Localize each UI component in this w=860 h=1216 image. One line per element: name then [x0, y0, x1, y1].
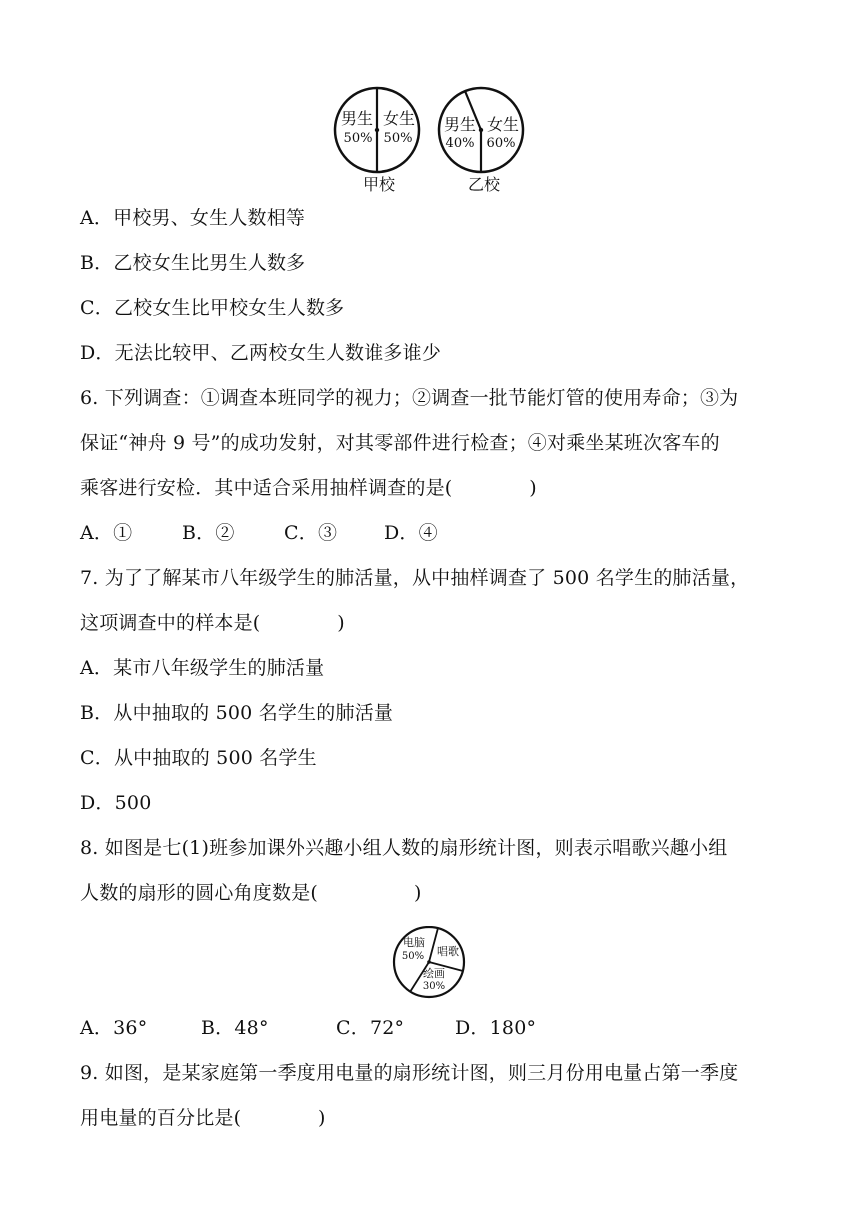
q5-option-c: C．乙校女生比甲校女生人数多	[80, 297, 345, 319]
q6-stem-line-1: 6. 下列调查：①调查本班同学的视力；②调查一批节能灯管的使用寿命；③为	[80, 387, 739, 409]
q5-option-d: D．无法比较甲、乙两校女生人数谁多谁少	[80, 342, 442, 364]
school-b-pie-center	[479, 128, 483, 132]
interest-group-pie	[388, 926, 472, 1002]
painting-pct: 30%	[422, 981, 446, 992]
school-b-pie	[439, 88, 523, 194]
school-a-left-pct: 50%	[343, 131, 373, 146]
q5-option-b: B．乙校女生比男生人数多	[80, 252, 306, 274]
q6-stem-line-3: 乘客进行安检．其中适合采用抽样调查的是( )	[80, 477, 537, 499]
q8-stem-line-2: 人数的扇形的圆心角度数是( )	[80, 882, 422, 904]
school-b-left-pct: 40%	[445, 136, 475, 151]
q6-stem-line-2: 保证“神舟 9 号”的成功发射，对其零部件进行检查；④对乘坐某班次客车的	[80, 432, 720, 454]
school-a-right-label: 女生	[382, 109, 416, 128]
q7-option-c: C．从中抽取的 500 名学生	[80, 747, 317, 769]
q6-option-d: D．④	[384, 522, 438, 544]
school-b-caption: 乙校	[467, 175, 501, 194]
school-a-left-label: 男生	[340, 109, 374, 128]
school-pie-figure	[320, 80, 540, 198]
painting-label: 绘画	[423, 967, 445, 980]
q7-stem-line-1: 7. 为了了解某市八年级学生的肺活量，从中抽样调查了 500 名学生的肺活量，	[80, 567, 750, 589]
q5-option-a: A．甲校男、女生人数相等	[80, 207, 306, 229]
q7-option-b: B．从中抽取的 500 名学生的肺活量	[80, 702, 394, 724]
q6-option-b: B．②	[182, 522, 235, 544]
q9-stem-line-2: 用电量的百分比是( )	[80, 1107, 326, 1129]
q6-option-a: A．①	[80, 522, 133, 544]
q7-option-d: D．500	[80, 792, 152, 814]
q8-option-d: D．180°	[455, 1017, 537, 1039]
school-b-right-pct: 60%	[486, 136, 516, 151]
school-a-pie	[335, 88, 419, 194]
school-b-left-label: 男生	[443, 115, 477, 134]
q8-option-c: C．72°	[336, 1017, 405, 1039]
q9-stem-line-1: 9. 如图，是某家庭第一季度用电量的扇形统计图，则三月份用电量占第一季度	[80, 1062, 739, 1084]
singing-label: 唱歌	[437, 945, 459, 958]
interest-pie-center	[427, 960, 431, 964]
q6-option-c: C．③	[284, 522, 338, 544]
computer-label: 电脑	[403, 936, 425, 949]
q8-stem-line-1: 8. 如图是七(1)班参加课外兴趣小组人数的扇形统计图，则表示唱歌兴趣小组	[80, 837, 728, 859]
q8-option-b: B．48°	[201, 1017, 269, 1039]
q8-option-a: A．36°	[80, 1017, 148, 1039]
q7-stem-line-2: 这项调查中的样本是( )	[80, 612, 345, 634]
q6-options	[80, 521, 438, 545]
school-a-pie-center	[375, 128, 379, 132]
school-b-right-label: 女生	[486, 115, 520, 134]
q7-option-a: A．某市八年级学生的肺活量	[80, 657, 325, 679]
computer-pct: 50%	[401, 951, 425, 962]
q8-options	[80, 1016, 536, 1040]
school-a-caption: 甲校	[362, 175, 396, 194]
school-a-right-pct: 50%	[383, 131, 413, 146]
